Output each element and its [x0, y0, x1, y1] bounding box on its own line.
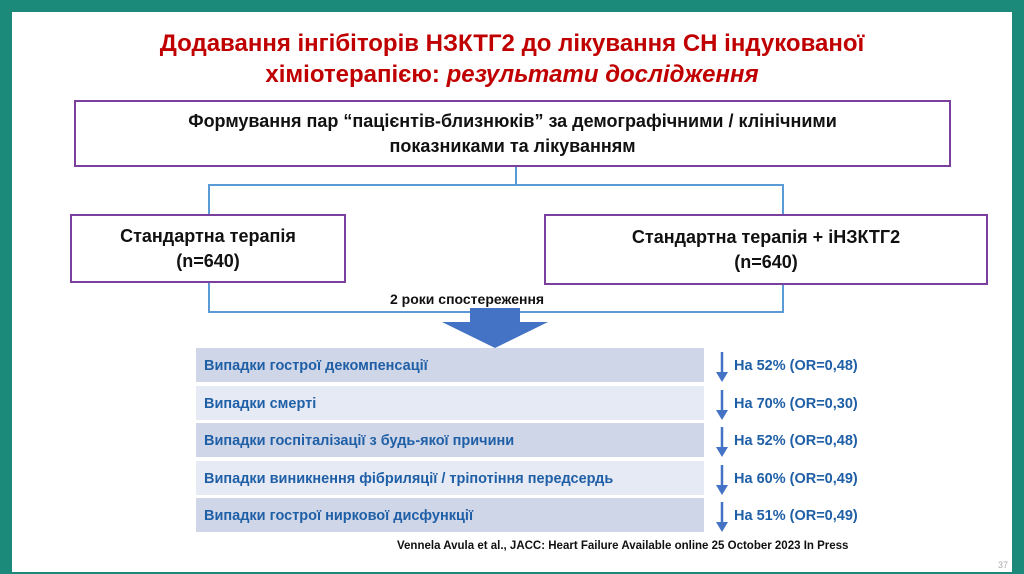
outcome-label: Випадки гострої декомпенсації [204, 358, 428, 374]
slide-title [12, 28, 1012, 90]
decrease-arrow-icon [716, 427, 728, 457]
outcome-result: На 60% (OR=0,49) [734, 470, 858, 487]
title-line-2 [12, 59, 1012, 90]
connector-right-drop [782, 184, 784, 214]
decrease-arrow-icon [716, 502, 728, 532]
slide [12, 12, 1012, 572]
outcome-row [196, 461, 704, 495]
down-arrow-icon [442, 308, 548, 348]
decrease-arrow-icon [716, 390, 728, 420]
matching-line-2: показниками та лікуванням [389, 135, 636, 156]
outcome-result: На 52% (OR=0,48) [734, 433, 858, 449]
outcome-label: Випадки госпіталізації з будь-якої причини [204, 433, 515, 449]
standard-therapy-label: Стандартна терапія [120, 225, 296, 246]
outcome-result: На 51% (OR=0,49) [734, 508, 858, 524]
standard-therapy-n: (n=640) [176, 250, 240, 271]
title-line-2-italic: результати дослідження [446, 61, 759, 88]
decrease-arrow-icon [716, 352, 728, 382]
connector-left-drop [208, 184, 210, 214]
title-line-1: Додавання інгібіторів НЗКТГ2 до лікування СН індукованої [159, 30, 865, 57]
combined-therapy-n: (n=640) [734, 251, 798, 272]
outcome-label: Випадки гострої ниркової дисфункції [204, 508, 474, 524]
matching-box [74, 100, 951, 167]
outcome-result: На 52% (OR=0,48) [734, 358, 858, 374]
outcome-row [196, 348, 704, 382]
combined-therapy-label: Стандартна терапія + іНЗКТГ2 [631, 226, 901, 247]
outcome-label: Випадки смерті [204, 395, 317, 412]
connector-top-vertical [515, 167, 517, 185]
connector-right-down [782, 285, 784, 313]
citation: Vennela Avula et al., JACC: Heart Failure Available online 25 October 2023 In Press [397, 540, 849, 552]
connector-top-horizontal [208, 184, 784, 186]
combined-therapy-box [544, 214, 988, 285]
page-number: 37 [997, 560, 1008, 570]
matching-line-1: Формування пар “пацієнтів-близнюків” за демографічними / клінічними [188, 110, 837, 131]
connector-left-down [208, 283, 210, 313]
outcome-result: На 70% (OR=0,30) [734, 395, 858, 412]
outcome-label: Випадки виникнення фібриляції / тріпотіння передсердь [204, 470, 614, 487]
outcome-row [196, 386, 704, 420]
decrease-arrow-icon [716, 465, 728, 495]
outcome-row [196, 423, 704, 457]
title-line-2-normal: хіміотерапією: [265, 61, 447, 88]
outcome-row [196, 498, 704, 532]
followup-label: 2 роки спостереження [390, 291, 545, 307]
standard-therapy-box [70, 214, 346, 283]
